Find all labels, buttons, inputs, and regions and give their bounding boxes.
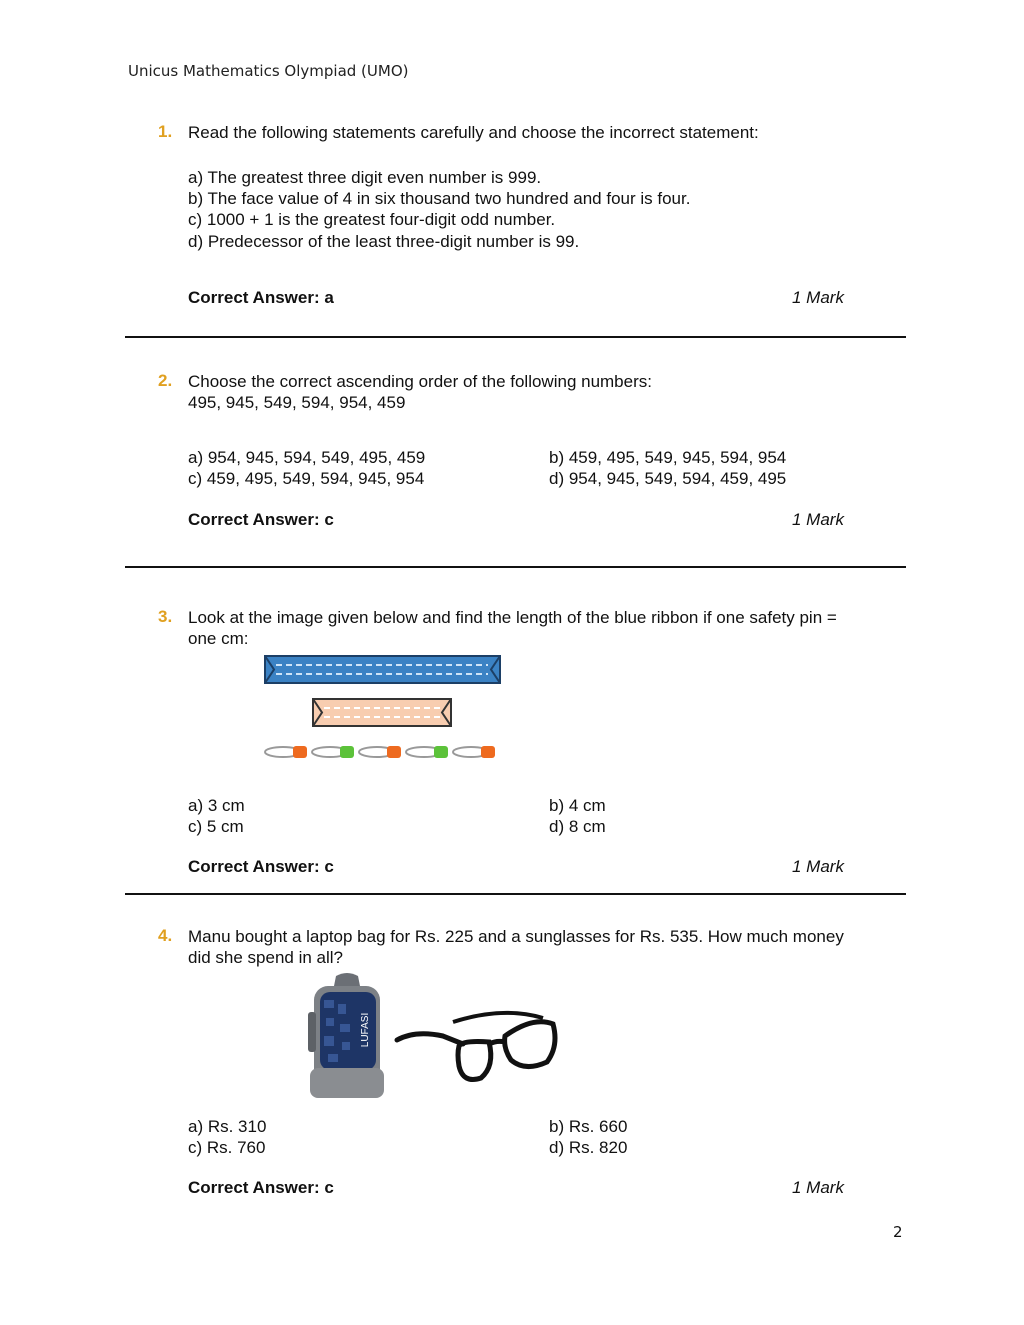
option-c: c) Rs. 760 [188,1138,266,1157]
question-number: 1. [158,122,173,141]
option-a: a) Rs. 310 [188,1117,267,1136]
safety-pin-icon [453,746,495,758]
page-number: 2 [893,1223,903,1241]
option-b: b) 4 cm [549,796,606,815]
option-d: d) 8 cm [549,817,606,836]
option-d: d) 954, 945, 549, 594, 459, 495 [549,469,787,488]
safety-pin-icon [359,746,401,758]
option-b: b) 459, 495, 549, 945, 594, 954 [549,448,787,467]
peach-ribbon [313,699,451,726]
blue-ribbon [265,656,500,683]
backpack-icon [306,972,388,1106]
option-d: d) Predecessor of the least three-digit number is 99. [188,232,580,251]
marks-label: 1 Mark [792,1178,844,1197]
divider [125,566,906,568]
question-text: Manu bought a laptop bag for Rs. 225 and a sunglasses for Rs. 535. How much money [188,927,844,946]
option-d: d) Rs. 820 [549,1138,628,1157]
option-c: c) 1000 + 1 is the greatest four-digit odd number. [188,210,556,229]
bag-brand-label: LUFASI [360,1012,371,1048]
divider [125,893,906,895]
question-text: Look at the image given below and find the length of the blue ribbon if one safety pin = [188,608,837,627]
marks-label: 1 Mark [792,288,844,307]
safety-pin-icon [406,746,448,758]
correct-answer: Correct Answer: c [188,857,334,876]
option-b: b) Rs. 660 [549,1117,628,1136]
correct-answer: Correct Answer: a [188,288,334,307]
safety-pin-icon [265,746,307,758]
divider [125,336,906,338]
correct-answer: Correct Answer: c [188,1178,334,1197]
question-number: 2. [158,371,173,390]
question-numbers-list: 495, 945, 549, 594, 954, 459 [188,393,406,412]
option-c: c) 5 cm [188,817,244,836]
option-a: a) The greatest three digit even number is 999. [188,168,542,187]
option-b: b) The face value of 4 in six thousand two hundred and four is four. [188,189,691,208]
marks-label: 1 Mark [792,510,844,529]
question-text-cont: did she spend in all? [188,948,344,967]
question-number: 4. [158,926,173,945]
safety-pin-icon [312,746,354,758]
question-text: Read the following statements carefully and choose the incorrect statement: [188,123,759,142]
ribbon-illustration [262,652,504,764]
option-a: a) 954, 945, 594, 549, 495, 459 [188,448,426,467]
marks-label: 1 Mark [792,857,844,876]
page-header: Unicus Mathematics Olympiad (UMO) [128,62,409,80]
glasses-icon [393,1010,559,1084]
correct-answer: Correct Answer: c [188,510,334,529]
option-a: a) 3 cm [188,796,245,815]
question-text: Choose the correct ascending order of the following numbers: [188,372,652,391]
question-number: 3. [158,607,173,626]
option-c: c) 459, 495, 549, 594, 945, 954 [188,469,425,488]
question-text-cont: one cm: [188,629,249,648]
